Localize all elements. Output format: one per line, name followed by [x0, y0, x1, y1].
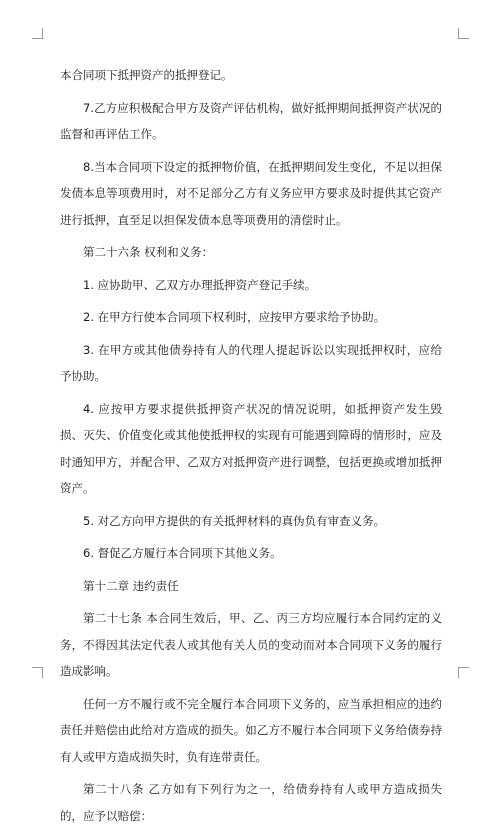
article-27-paragraph: 第二十七条 本合同生效后，甲、乙、丙三方均应履行本合同约定的义务，不得因其法定代表人或其他有关人员的变动而对本合同项下义务的履行造成影响。 [60, 611, 442, 678]
article-26-item-2: 2. 在甲方行使本合同项下权利时，应按甲方要求给予协助。 [83, 310, 386, 324]
crop-mark-top-left [32, 28, 43, 39]
crop-mark-top-right [458, 28, 469, 39]
document-page [60, 62, 442, 835]
liability-paragraph: 任何一方不履行或不完全履行本合同项下义务的，应当承担相应的违约责任并赔偿由此给对方造成的损失。如乙方不履行本合同项下义务给债券持有人或甲方造成损失时，负有连带责任。 [60, 696, 442, 764]
paragraph-clause-7: 7.乙方应积极配合甲方及资产评估机构，做好抵押期间抵押资产状况的监督和再评估工作。 [60, 100, 442, 141]
crop-mark-bottom-right [458, 667, 469, 678]
chapter-12-heading: 第十二章 违约责任 [83, 578, 179, 593]
article-26-item-1: 1. 应协助甲、乙双方办理抵押资产登记手续。 [83, 277, 317, 292]
article-26-item-4: 4. 应按甲方要求提供抵押资产状况的情况说明，如抵押资产发生毁损、灭失、价值变化或其他使抵押权的实现有可能遇到障碍的情形时，应及时通知甲方，并配合甲、乙双方对抵押资产进行调整，包括更换或增加抵押资产。 [60, 401, 442, 495]
article-28-paragraph: 第二十八条 乙方如有下列行为之一，给债券持有人或甲方造成损失的，应予以赔偿： [60, 782, 442, 823]
article-26-item-5: 5. 对乙方向甲方提供的有关抵押材料的真伪负有审查义务。 [83, 513, 386, 528]
paragraph-clause-8: 8.当本合同项下设定的抵押物价值，在抵押期间发生变化，不足以担保发债本息等项费用时，对不足部分乙方有义务应甲方要求及时提供其它资产进行抵押，直至足以担保发债本息等项费用的清偿时止。 [60, 159, 442, 227]
crop-mark-bottom-left [32, 667, 43, 678]
article-26-heading: 第二十六条 权利和义务： [83, 245, 214, 259]
paragraph-mortgage-registration: 本合同项下抵押资产的抵押登记。 [60, 68, 233, 82]
article-26-item-6: 6. 督促乙方履行本合同项下其他义务。 [83, 546, 282, 560]
article-26-item-3: 3. 在甲方或其他债券持有人的代理人提起诉讼以实现抵押权时，应给予协助。 [60, 342, 442, 383]
